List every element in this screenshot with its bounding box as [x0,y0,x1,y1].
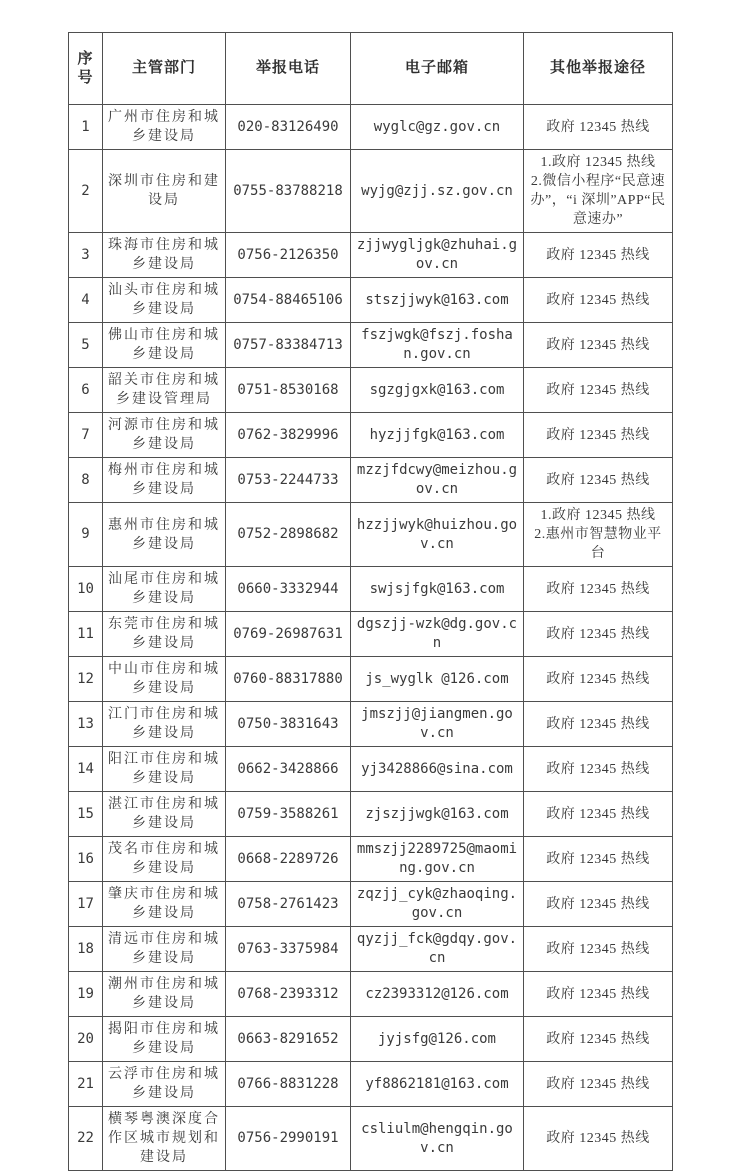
department-cell: 梅州市住房和城乡建设局 [103,458,226,503]
serial-number-cell: 8 [69,458,103,503]
header-email: 电子邮箱 [351,33,524,105]
email-cell: wyglc@gz.gov.cn [351,105,524,150]
serial-number-cell: 13 [69,702,103,747]
other-channels-cell: 政府 12345 热线 [524,233,673,278]
table-row [69,657,673,702]
table-row [69,702,673,747]
other-channels-cell: 政府 12345 热线 [524,105,673,150]
report-phone-cell: 0758-2761423 [226,882,351,927]
serial-number-cell: 12 [69,657,103,702]
email-cell: jyjsfg@126.com [351,1017,524,1062]
other-channels-cell: 政府 12345 热线 [524,702,673,747]
table-row [69,503,673,567]
department-cell: 横琴粤澳深度合作区城市规划和建设局 [103,1107,226,1171]
serial-number-cell: 2 [69,150,103,233]
department-cell: 河源市住房和城乡建设局 [103,413,226,458]
other-channels-cell: 政府 12345 热线 [524,323,673,368]
table-row [69,612,673,657]
email-cell: dgszjj-wzk@dg.gov.cn [351,612,524,657]
table-row [69,458,673,503]
department-cell: 深圳市住房和建设局 [103,150,226,233]
complaint-contacts-table [68,32,673,1171]
email-cell: wyjg@zjj.sz.gov.cn [351,150,524,233]
serial-number-cell: 14 [69,747,103,792]
table-row [69,972,673,1017]
other-channels-cell: 政府 12345 热线 [524,837,673,882]
table-row [69,368,673,413]
other-channels-cell: 政府 12345 热线 [524,413,673,458]
email-cell: csliulm@hengqin.gov.cn [351,1107,524,1171]
report-phone-cell: 0755-83788218 [226,150,351,233]
other-channels-cell: 政府 12345 热线 [524,612,673,657]
report-phone-cell: 0662-3428866 [226,747,351,792]
report-phone-cell: 0660-3332944 [226,567,351,612]
report-phone-cell: 0663-8291652 [226,1017,351,1062]
department-cell: 韶关市住房和城乡建设管理局 [103,368,226,413]
table-row [69,927,673,972]
table-row [69,413,673,458]
serial-number-cell: 16 [69,837,103,882]
table-row [69,882,673,927]
other-channels-cell: 政府 12345 热线 [524,458,673,503]
serial-number-cell: 5 [69,323,103,368]
department-cell: 茂名市住房和城乡建设局 [103,837,226,882]
department-cell: 惠州市住房和城乡建设局 [103,503,226,567]
department-cell: 珠海市住房和城乡建设局 [103,233,226,278]
department-cell: 揭阳市住房和城乡建设局 [103,1017,226,1062]
table-row [69,323,673,368]
other-channels-cell: 政府 12345 热线 [524,278,673,323]
report-phone-cell: 0756-2990191 [226,1107,351,1171]
report-phone-cell: 0757-83384713 [226,323,351,368]
table-row [69,105,673,150]
serial-number-cell: 4 [69,278,103,323]
other-channels-cell: 政府 12345 热线 [524,567,673,612]
serial-number-cell: 11 [69,612,103,657]
report-phone-cell: 0668-2289726 [226,837,351,882]
department-cell: 广州市住房和城乡建设局 [103,105,226,150]
serial-number-cell: 3 [69,233,103,278]
email-cell: cz2393312@126.com [351,972,524,1017]
department-cell: 汕尾市住房和城乡建设局 [103,567,226,612]
serial-number-cell: 21 [69,1062,103,1107]
report-phone-cell: 0760-88317880 [226,657,351,702]
department-cell: 佛山市住房和城乡建设局 [103,323,226,368]
table-row [69,233,673,278]
email-cell: jmszjj@jiangmen.gov.cn [351,702,524,747]
report-phone-cell: 0769-26987631 [226,612,351,657]
serial-number-cell: 7 [69,413,103,458]
table-body [69,105,673,1171]
other-channels-cell: 政府 12345 热线 [524,972,673,1017]
department-cell: 云浮市住房和城乡建设局 [103,1062,226,1107]
department-cell: 中山市住房和城乡建设局 [103,657,226,702]
email-cell: mmszjj2289725@maoming.gov.cn [351,837,524,882]
header-row [69,33,673,105]
other-channels-cell: 政府 12345 热线 [524,882,673,927]
other-channels-cell: 1.政府 12345 热线 2.惠州市智慧物业平台 [524,503,673,567]
report-phone-cell: 0754-88465106 [226,278,351,323]
table-header [69,33,673,105]
serial-number-cell: 20 [69,1017,103,1062]
email-cell: zjszjjwgk@163.com [351,792,524,837]
other-channels-cell: 政府 12345 热线 [524,1017,673,1062]
email-cell: hyzjjfgk@163.com [351,413,524,458]
table-row [69,747,673,792]
email-cell: mzzjfdcwy@meizhou.gov.cn [351,458,524,503]
table-row [69,150,673,233]
table-row [69,1107,673,1171]
report-phone-cell: 0763-3375984 [226,927,351,972]
serial-number-cell: 19 [69,972,103,1017]
report-phone-cell: 0752-2898682 [226,503,351,567]
email-cell: hzzjjwyk@huizhou.gov.cn [351,503,524,567]
email-cell: sgzgjgxk@163.com [351,368,524,413]
email-cell: zqzjj_cyk@zhaoqing.gov.cn [351,882,524,927]
department-cell: 肇庆市住房和城乡建设局 [103,882,226,927]
header-serial-number: 序号 [69,33,103,105]
department-cell: 汕头市住房和城乡建设局 [103,278,226,323]
email-cell: fszjwgk@fszj.foshan.gov.cn [351,323,524,368]
email-cell: zjjwygljgk@zhuhai.gov.cn [351,233,524,278]
table-row [69,567,673,612]
report-phone-cell: 0750-3831643 [226,702,351,747]
other-channels-cell: 政府 12345 热线 [524,927,673,972]
table-row [69,278,673,323]
email-cell: js_wyglk @126.com [351,657,524,702]
other-channels-cell: 政府 12345 热线 [524,792,673,837]
serial-number-cell: 1 [69,105,103,150]
report-phone-cell: 0756-2126350 [226,233,351,278]
other-channels-cell: 政府 12345 热线 [524,1107,673,1171]
department-cell: 清远市住房和城乡建设局 [103,927,226,972]
department-cell: 阳江市住房和城乡建设局 [103,747,226,792]
report-phone-cell: 020-83126490 [226,105,351,150]
other-channels-cell: 政府 12345 热线 [524,747,673,792]
department-cell: 东莞市住房和城乡建设局 [103,612,226,657]
report-phone-cell: 0751-8530168 [226,368,351,413]
email-cell: qyzjj_fck@gdqy.gov.cn [351,927,524,972]
report-phone-cell: 0753-2244733 [226,458,351,503]
serial-number-cell: 18 [69,927,103,972]
report-phone-cell: 0762-3829996 [226,413,351,458]
other-channels-cell: 政府 12345 热线 [524,1062,673,1107]
department-cell: 江门市住房和城乡建设局 [103,702,226,747]
report-phone-cell: 0766-8831228 [226,1062,351,1107]
serial-number-cell: 6 [69,368,103,413]
serial-number-cell: 22 [69,1107,103,1171]
header-other-channels: 其他举报途径 [524,33,673,105]
table-row [69,1017,673,1062]
header-department: 主管部门 [103,33,226,105]
header-report-phone: 举报电话 [226,33,351,105]
other-channels-cell: 1.政府 12345 热线 2.微信小程序“民意速办”，“i 深圳”APP“民意速办” [524,150,673,233]
serial-number-cell: 9 [69,503,103,567]
other-channels-cell: 政府 12345 热线 [524,368,673,413]
serial-number-cell: 17 [69,882,103,927]
email-cell: stszjjwyk@163.com [351,278,524,323]
serial-number-cell: 15 [69,792,103,837]
table-row [69,837,673,882]
department-cell: 潮州市住房和城乡建设局 [103,972,226,1017]
email-cell: yj3428866@sina.com [351,747,524,792]
table-row [69,792,673,837]
email-cell: swjsjfgk@163.com [351,567,524,612]
report-phone-cell: 0768-2393312 [226,972,351,1017]
report-phone-cell: 0759-3588261 [226,792,351,837]
other-channels-cell: 政府 12345 热线 [524,657,673,702]
table-row [69,1062,673,1107]
serial-number-cell: 10 [69,567,103,612]
department-cell: 湛江市住房和城乡建设局 [103,792,226,837]
email-cell: yf8862181@163.com [351,1062,524,1107]
